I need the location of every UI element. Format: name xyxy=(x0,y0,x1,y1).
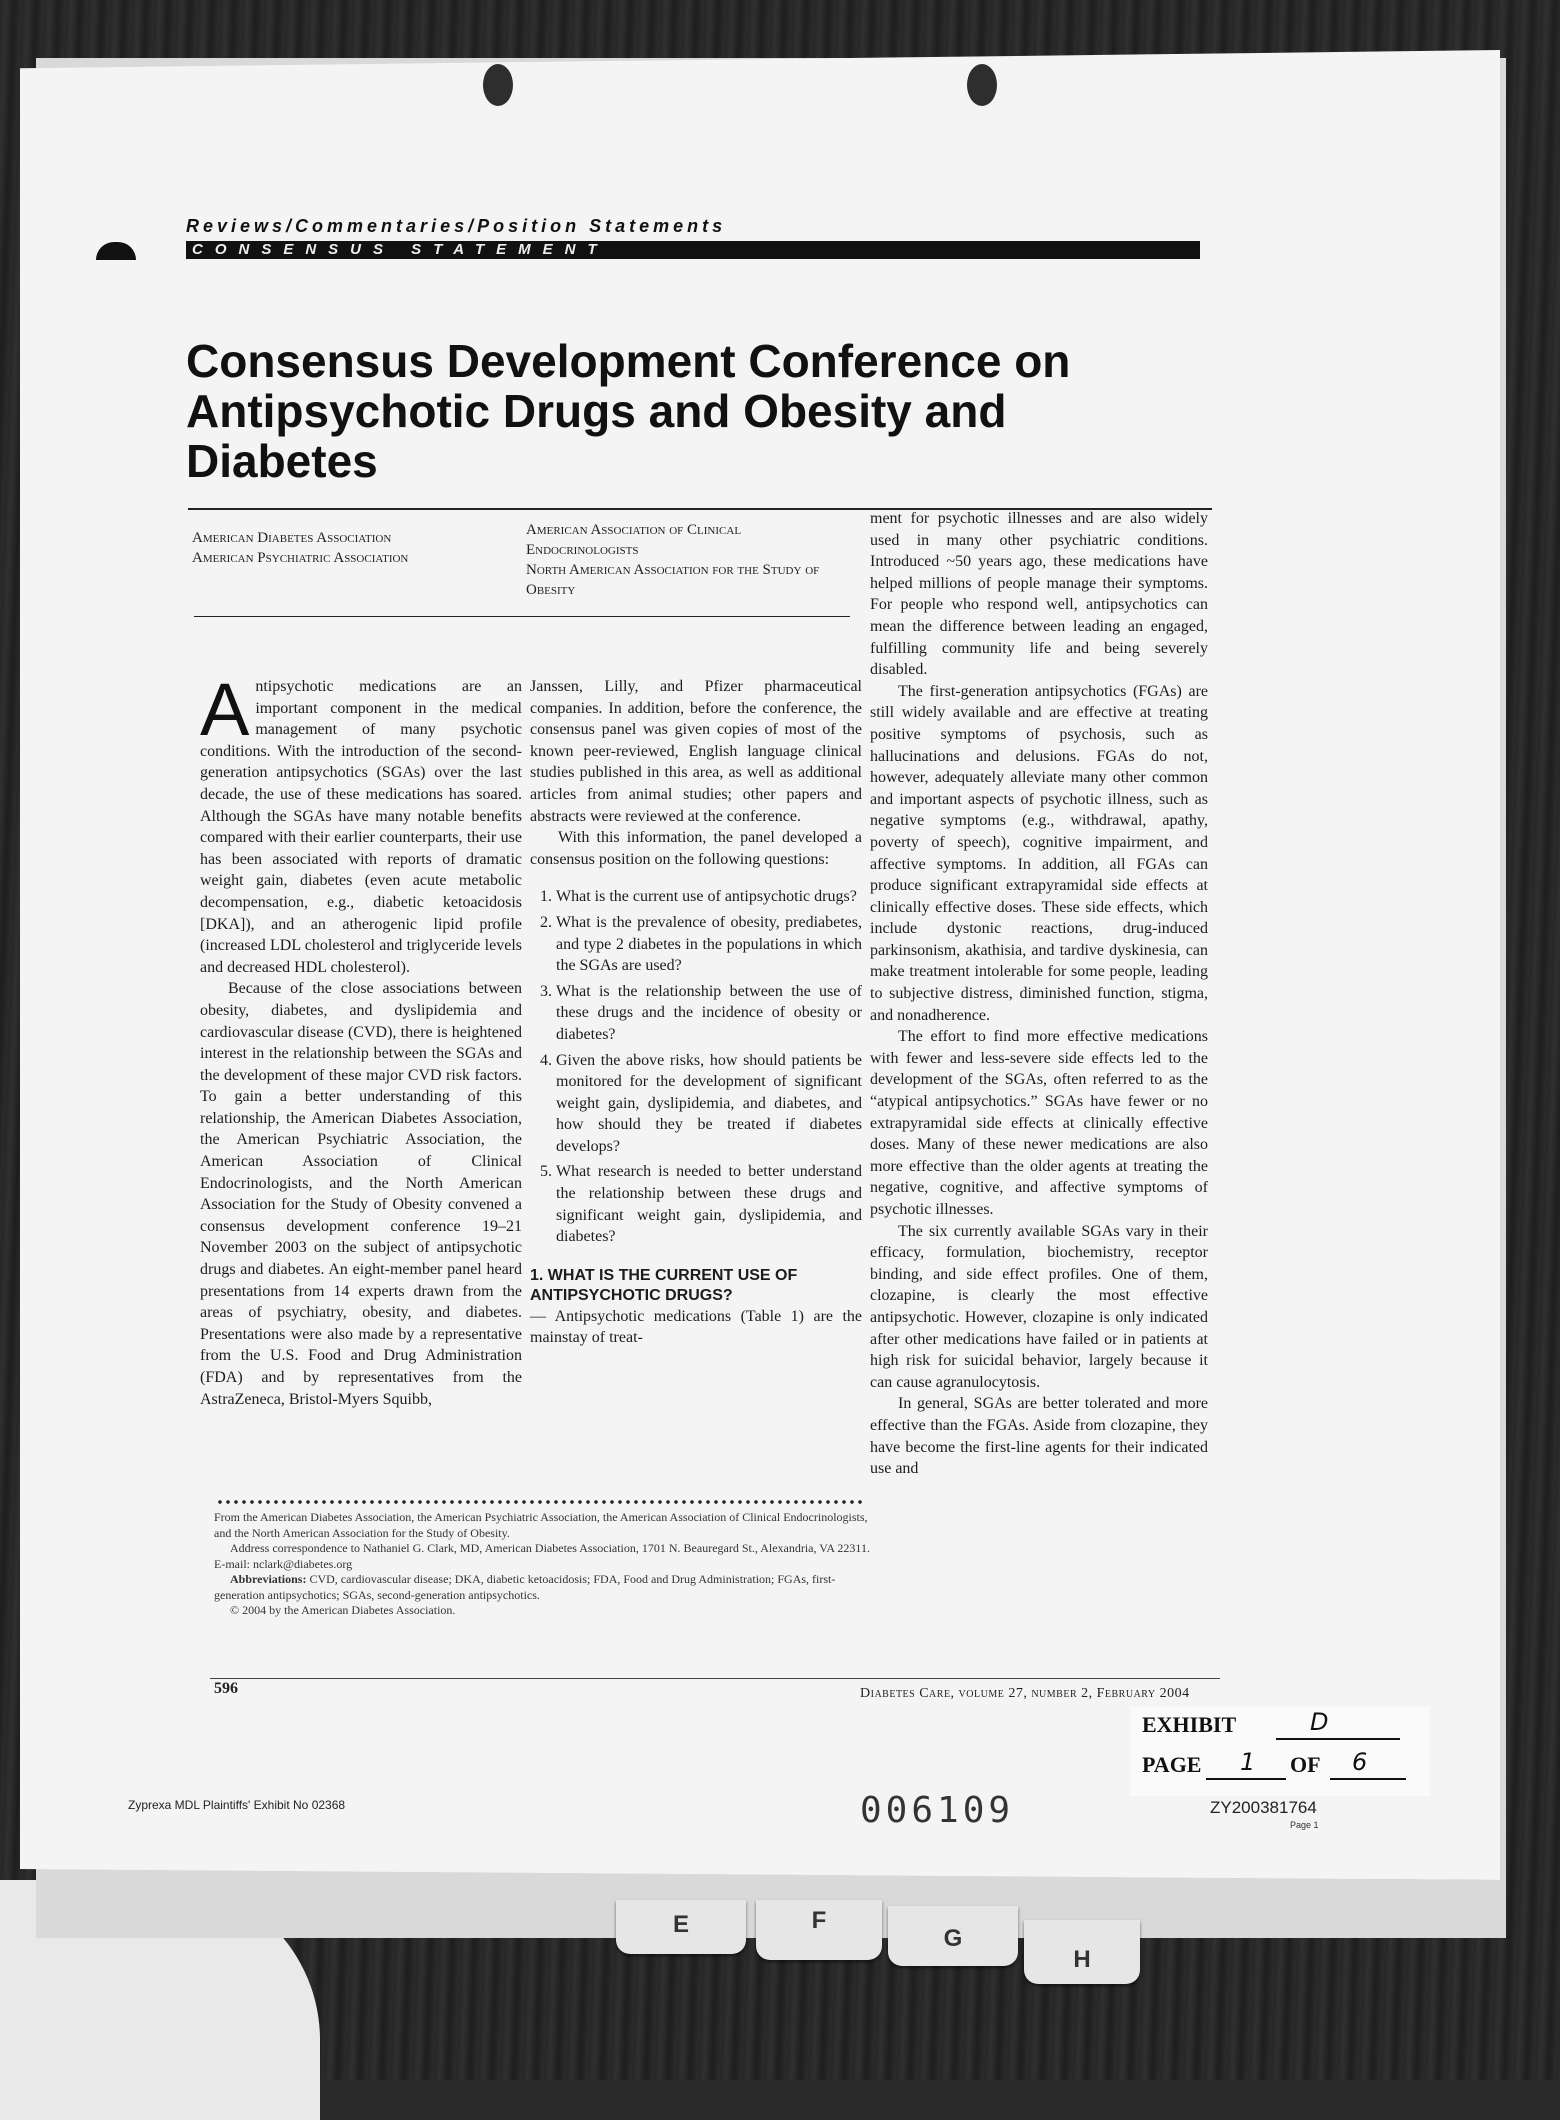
page-value: 1 xyxy=(1240,1748,1256,1776)
paragraph xyxy=(200,668,522,978)
paragraph: ment for psychotic illnesses and are also widely used in many other psychiatric conditions. Introduced ~50 years ago, these medications have helped millions of people manage their symptoms. For people who respond well, antipsychotics can mean the difference between leading an engaged, fulfilling community life and being severely disabled. xyxy=(870,510,1208,679)
of-label: OF xyxy=(1290,1752,1321,1777)
section-heading: 1. WHAT IS THE CURRENT USE OF ANTIPSYCHOTIC DRUGS? xyxy=(530,1266,798,1304)
authors-rule xyxy=(194,616,850,617)
exhibit-label: EXHIBIT xyxy=(1142,1712,1237,1737)
page-number: 596 xyxy=(214,1680,238,1697)
binder-hole-left xyxy=(483,64,513,106)
author: American Diabetes Association xyxy=(192,530,392,546)
footnote-address: Address correspondence to Nathaniel G. Clark, MD, American Diabetes Association, 1701 N. Beauregard St., Alexandria, VA 22311. E-mail: nclark@diabetes.org xyxy=(214,1541,870,1571)
document-page-label: Page 1 xyxy=(1290,1820,1319,1830)
section-label: Reviews/Commentaries/Position Statements xyxy=(186,216,727,236)
list-item: 2. What is the prevalence of obesity, prediabetes, and type 2 diabetes in the populations in which the SGAs are used? xyxy=(556,912,862,977)
author: American Psychiatric Association xyxy=(192,550,409,566)
abbreviations-text: CVD, cardiovascular disease; DKA, diabetic ketoacidosis; FDA, Food and Drug Administration; FGAs, first-generation antipsychotics; SGAs, second-generation antipsychotics. xyxy=(214,1572,836,1602)
column-3 xyxy=(870,508,1208,1480)
bates-number: 006109 xyxy=(860,1790,1015,1831)
exhibit-value: D xyxy=(1310,1708,1329,1736)
paragraph: With this information, the panel developed a consensus position on the following questions: xyxy=(530,829,862,868)
paragraph-text: ntipsychotic medications are an important component in the medical management of many psychotic conditions. With the introduction of the second-generation antipsychotics (SGAs) over the last decade, the use of these medications has soared. Although the SGAs have many notable benefits compared with their earlier counterparts, their use has been associated with reports of dramatic weight gain, diabetes (even acute metabolic decompensation, e.g., diabetic ketoacidosis [DKA]), and an atherogenic lipid profile (increased LDL cholesterol and triglyceride levels and decreased HDL cholesterol). xyxy=(200,678,522,976)
subsection-label: CONSENSUS STATEMENT xyxy=(192,241,609,258)
journal-citation: Diabetes Care, volume 27, number 2, February 2004 xyxy=(860,1686,1190,1701)
footer-rule xyxy=(210,1678,1220,1679)
section-header xyxy=(186,216,1200,259)
drop-cap: A xyxy=(200,668,250,751)
paragraph: Because of the close associations between obesity, diabetes, and dyslipidemia and cardiovascular disease (CVD), there is heightened interest in the relationship between the SGAs and the development of these major CVD risk factors. To gain a better understanding of this relationship, the American Diabetes Association, the American Psychiatric Association, the American Association of Clinical Endocrinologists, and the North American Association for the Study of Obesity convened a consensus development conference 19–21 November 2003 on the subject of antipsychotic drugs and diabetes. An eight-member panel heard presentations from 14 experts drawn from the areas of psychiatry, obesity, and diabetes. Presentations were also made by a representative from the U.S. Food and Drug Administration (FDA) and by representatives from the AstraZeneca, Bristol-Myers Squibb, xyxy=(200,980,522,1408)
list-item: 3. What is the relationship between the use of these drugs and the incidence of obesity or diabetes? xyxy=(556,981,862,1046)
binder-hole-right xyxy=(967,64,997,106)
divider-tab-g[interactable]: G xyxy=(888,1906,1018,1966)
paragraph: The effort to find more effective medications with fewer and less-severe side effects led to the development of the SGAs, often referred to as the “atypical antipsychotics.” SGAs have fewer or no extrapyramidal side effects at clinically effective doses. Many of these newer medications are also more effective than the older agents at treating the negative, cognitive, and affective symptoms of psychotic illnesses. xyxy=(870,1028,1208,1218)
of-value: 6 xyxy=(1352,1748,1368,1776)
question-list xyxy=(530,886,862,1248)
footnote-divider xyxy=(216,1500,866,1504)
plaintiff-exhibit-label: Zyprexa MDL Plaintiffs' Exhibit No 02368 xyxy=(128,1798,346,1812)
divider-tab-h[interactable]: H xyxy=(1024,1920,1140,1984)
page-label: PAGE xyxy=(1142,1752,1202,1777)
paragraph: The first-generation antipsychotics (FGAs) are still widely available and are effective at treating positive symptoms of psychosis, such as hallucinations and delusions. FGAs do not, however, adequately alleviate many other common and important aspects of psychotic illness, such as negative symptoms (e.g., withdrawal, apathy, poverty of speech), cognitive impairment, and affective symptoms. In addition, all FGAs can produce significant extrapyramidal side effects at clinically effective doses. These side effects, which include dystonic reactions, drug-induced parkinsonism, akathisia, and tardive dyskinesia, can make treatment intolerable for some people, leading to subjective distress, diminished function, stigma, and nonadherence. xyxy=(870,682,1208,1024)
abbreviations-label: Abbreviations: xyxy=(230,1572,307,1586)
paragraph: In general, SGAs are better tolerated and more effective than the FGAs. Aside from clozapine, they have become the first-line agents for their indicated use and xyxy=(870,1395,1208,1478)
authors-left xyxy=(192,528,492,568)
list-item: 5. What research is needed to better understand the relationship between these drugs and significant weight gain, dyslipidemia, and diabetes? xyxy=(556,1161,862,1247)
footnote-copyright: © 2004 by the American Diabetes Association. xyxy=(230,1603,456,1617)
footnote-from: From the American Diabetes Association, the American Psychiatric Association, the American Association of Clinical Endocrinologists, and the North American Association for the Study of Obesity. xyxy=(214,1510,868,1540)
exhibit-stamp xyxy=(1130,1706,1430,1796)
footnote-abbreviations xyxy=(214,1572,870,1603)
column-1 xyxy=(200,668,522,1410)
divider-tab-f[interactable]: F xyxy=(756,1900,882,1960)
exhibit-underline xyxy=(1276,1738,1400,1740)
divider-tab-e[interactable]: E xyxy=(616,1900,746,1954)
page-underline xyxy=(1206,1778,1286,1780)
paragraph: The six currently available SGAs vary in their efficacy, formulation, biochemistry, receptor binding, and side effect profiles. One of them, clozapine, is clearly the most effective antipsychotic. However, clozapine is only indicated after other medications have failed or in patients at high risk for suicidal behavior, largely because it can cause agranulocytosis. xyxy=(870,1222,1208,1391)
author: American Association of Clinical Endocrinologists xyxy=(526,522,742,558)
authors-right xyxy=(526,520,856,600)
column-2 xyxy=(530,676,862,1349)
author: North American Association for the Study of Obesity xyxy=(526,562,820,598)
paragraph: — Antipsychotic medications (Table 1) are the mainstay of treat- xyxy=(530,1307,862,1347)
list-item: 4. Given the above risks, how should patients be monitored for the development of significant weight gain, dyslipidemia, and diabetes, and how should they be treated if diabetes develops? xyxy=(556,1050,862,1158)
document-id: ZY200381764 xyxy=(1210,1798,1317,1817)
paragraph: Janssen, Lilly, and Pfizer pharmaceutical companies. In addition, before the conference, the consensus panel was given copies of most of the known peer-reviewed, English language clinical studies published in this area, as well as additional articles from animal studies; other papers and abstracts were reviewed at the conference. xyxy=(530,678,862,825)
list-item: 1. What is the current use of antipsychotic drugs? xyxy=(556,886,862,908)
section-bar xyxy=(186,241,1200,259)
article-title: Consensus Development Conference on Antipsychotic Drugs and Obesity and Diabetes xyxy=(186,335,1071,487)
of-underline xyxy=(1330,1778,1406,1780)
footnote xyxy=(214,1510,870,1619)
